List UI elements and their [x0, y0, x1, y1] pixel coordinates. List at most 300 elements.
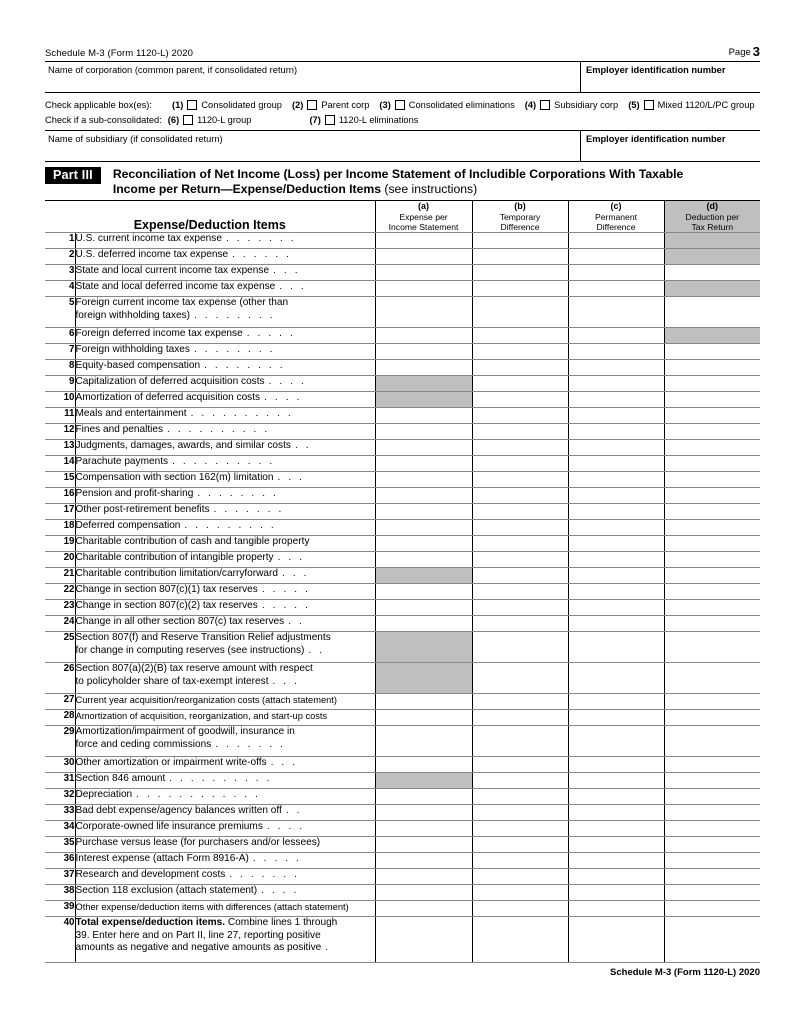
- cell-column-c[interactable]: [568, 805, 664, 821]
- column-desc-d-line1: Deduction per: [685, 212, 739, 222]
- cell-column-d[interactable]: [664, 408, 760, 424]
- row-number: 39: [45, 901, 75, 917]
- cell-column-c[interactable]: [568, 297, 664, 328]
- cell-column-c[interactable]: [568, 265, 664, 281]
- row-description: Parachute payments . . . . . . . . . .: [75, 456, 375, 472]
- row-description: Purchase versus lease (for purchasers and/or lessees): [75, 837, 375, 853]
- table-row: [45, 600, 760, 616]
- row-description: Amortization of acquisition, reorganization, and start-up costs: [75, 710, 375, 726]
- cell-column-a[interactable]: [375, 472, 472, 488]
- cell-column-d[interactable]: [664, 440, 760, 456]
- cell-column-a[interactable]: [375, 297, 472, 328]
- cell-column-c[interactable]: [568, 568, 664, 584]
- checkbox-option-mixed-group[interactable]: [628, 100, 754, 110]
- cell-column-b[interactable]: [472, 853, 568, 869]
- cell-column-b[interactable]: [472, 694, 568, 710]
- check-applicable-boxes-row: [45, 97, 760, 112]
- cell-column-d[interactable]: [664, 901, 760, 917]
- table-row: [45, 773, 760, 789]
- cell-column-b[interactable]: [472, 488, 568, 504]
- cell-column-b[interactable]: [472, 600, 568, 616]
- cell-column-a: [375, 392, 472, 408]
- cell-column-d: [664, 328, 760, 344]
- table-row: [45, 281, 760, 297]
- cell-column-b[interactable]: [472, 408, 568, 424]
- row-number: 16: [45, 488, 75, 504]
- cell-column-a[interactable]: [375, 869, 472, 885]
- row-description: U.S. current income tax expense . . . . . . .: [75, 233, 375, 249]
- checkbox-option-1120l-eliminations[interactable]: [309, 115, 418, 125]
- subsidiary-ein-field[interactable]: [581, 131, 760, 161]
- cell-column-a[interactable]: [375, 901, 472, 917]
- option-number-7: (7): [309, 114, 321, 125]
- cell-column-c[interactable]: [568, 520, 664, 536]
- cell-column-c[interactable]: [568, 472, 664, 488]
- cell-column-c[interactable]: [568, 710, 664, 726]
- cell-column-c[interactable]: [568, 663, 664, 694]
- table-row: [45, 360, 760, 376]
- row-number: 10: [45, 392, 75, 408]
- cell-column-c[interactable]: [568, 773, 664, 789]
- cell-column-d: [664, 249, 760, 265]
- cell-column-d[interactable]: [664, 789, 760, 805]
- cell-column-a[interactable]: [375, 360, 472, 376]
- cell-column-b[interactable]: [472, 344, 568, 360]
- cell-column-c[interactable]: [568, 328, 664, 344]
- cell-column-c[interactable]: [568, 376, 664, 392]
- cell-column-b[interactable]: [472, 616, 568, 632]
- cell-column-a: [375, 568, 472, 584]
- cell-column-c[interactable]: [568, 456, 664, 472]
- checkbox-option-parent-corp[interactable]: [292, 100, 369, 110]
- cell-column-b[interactable]: [472, 726, 568, 757]
- cell-column-c[interactable]: [568, 488, 664, 504]
- cell-column-b[interactable]: [472, 440, 568, 456]
- cell-column-d[interactable]: [664, 344, 760, 360]
- check-sub-consolidated-row: [45, 112, 760, 127]
- cell-column-a[interactable]: [375, 440, 472, 456]
- table-row: [45, 632, 760, 663]
- cell-column-a[interactable]: [375, 710, 472, 726]
- cell-column-b[interactable]: [472, 328, 568, 344]
- cell-column-c[interactable]: [568, 632, 664, 663]
- cell-column-c[interactable]: [568, 424, 664, 440]
- name-of-corporation-field[interactable]: [45, 62, 581, 92]
- corporation-identity-row: [45, 61, 760, 92]
- column-letter-a: (a): [418, 201, 429, 211]
- row-number: 7: [45, 344, 75, 360]
- cell-column-c[interactable]: [568, 901, 664, 917]
- expense-deduction-table: [45, 200, 760, 963]
- cell-column-a[interactable]: [375, 328, 472, 344]
- table-row: [45, 344, 760, 360]
- cell-column-d[interactable]: [664, 504, 760, 520]
- row-description: Change in section 807(c)(1) tax reserves . . . . .: [75, 584, 375, 600]
- name-of-subsidiary-field[interactable]: [45, 131, 581, 161]
- row-description: Amortization/impairment of goodwill, insurance in force and ceding commissions . . . . . . .: [75, 726, 375, 757]
- table-row: [45, 408, 760, 424]
- option-number-2: (2): [291, 99, 304, 110]
- part-title: [113, 167, 760, 196]
- cell-column-b[interactable]: [472, 520, 568, 536]
- row-description: Charitable contribution of intangible property . . .: [75, 552, 375, 568]
- cell-column-b[interactable]: [472, 281, 568, 297]
- checkbox-icon[interactable]: [395, 100, 405, 110]
- row-number: 20: [45, 552, 75, 568]
- cell-column-a[interactable]: [375, 344, 472, 360]
- cell-column-a[interactable]: [375, 885, 472, 901]
- column-desc-b-line2: Difference: [500, 222, 540, 232]
- cell-column-a[interactable]: [375, 726, 472, 757]
- part-number-badge: Part III: [45, 167, 101, 184]
- cell-column-a[interactable]: [375, 504, 472, 520]
- cell-column-c[interactable]: [568, 885, 664, 901]
- cell-column-a[interactable]: [375, 853, 472, 869]
- cell-column-b[interactable]: [472, 710, 568, 726]
- page-indicator: [729, 44, 760, 59]
- cell-column-a[interactable]: [375, 281, 472, 297]
- row-number: 22: [45, 584, 75, 600]
- row-number: 19: [45, 536, 75, 552]
- row-description: U.S. deferred income tax expense . . . . . .: [75, 249, 375, 265]
- cell-column-d[interactable]: [664, 710, 760, 726]
- cell-column-a[interactable]: [375, 408, 472, 424]
- cell-column-d[interactable]: [664, 600, 760, 616]
- cell-column-a[interactable]: [375, 520, 472, 536]
- row-description: Deferred compensation . . . . . . . . .: [75, 520, 375, 536]
- table-row: [45, 456, 760, 472]
- cell-column-b[interactable]: [472, 424, 568, 440]
- row-number: 28: [45, 710, 75, 726]
- cell-column-b[interactable]: [472, 917, 568, 963]
- table-row: [45, 376, 760, 392]
- cell-column-d[interactable]: [664, 917, 760, 963]
- cell-column-c[interactable]: [568, 584, 664, 600]
- cell-column-a[interactable]: [375, 694, 472, 710]
- checkbox-option-consolidated-group[interactable]: [172, 100, 282, 110]
- cell-column-b[interactable]: [472, 757, 568, 773]
- table-row: [45, 552, 760, 568]
- cell-column-a: [375, 663, 472, 694]
- row-description: Total expense/deduction items. Combine lines 1 through 39. Enter here and on Part II, line 27, reporting positive amounts as negative and negative amounts as positive .: [75, 917, 375, 963]
- row-number: 5: [45, 297, 75, 328]
- option-label-5: Mixed 1120/L/PC group: [657, 99, 755, 110]
- table-row: [45, 440, 760, 456]
- cell-column-b[interactable]: [472, 392, 568, 408]
- cell-column-a[interactable]: [375, 456, 472, 472]
- cell-column-d[interactable]: [664, 773, 760, 789]
- option-number-3: (3): [379, 99, 391, 110]
- row-description: Foreign current income tax expense (other than foreign withholding taxes) . . . . . . . .: [75, 297, 375, 328]
- table-row: [45, 488, 760, 504]
- cell-column-d[interactable]: [664, 265, 760, 281]
- row-number: 2: [45, 249, 75, 265]
- row-number: 40: [45, 917, 75, 963]
- option-number-6: (6): [167, 114, 180, 125]
- table-row: [45, 265, 760, 281]
- row-description: Section 807(a)(2)(B) tax reserve amount with respect to policyholder share of tax-exempt interest . . .: [75, 663, 375, 694]
- cell-column-a[interactable]: [375, 917, 472, 963]
- cell-column-a[interactable]: [375, 249, 472, 265]
- row-number: 25: [45, 632, 75, 663]
- table-row: [45, 885, 760, 901]
- table-row: [45, 424, 760, 440]
- table-row: [45, 233, 760, 249]
- name-of-corporation-label: Name of corporation (common parent, if consolidated return): [48, 65, 298, 75]
- row-number: 38: [45, 885, 75, 901]
- cell-column-b[interactable]: [472, 821, 568, 837]
- table-body: [45, 233, 760, 963]
- row-number: 37: [45, 869, 75, 885]
- cell-column-a[interactable]: [375, 424, 472, 440]
- cell-column-d[interactable]: [664, 552, 760, 568]
- row-description: Change in section 807(c)(2) tax reserves . . . . .: [75, 600, 375, 616]
- cell-column-b[interactable]: [472, 297, 568, 328]
- cell-column-d[interactable]: [664, 568, 760, 584]
- row-description: Equity-based compensation . . . . . . . .: [75, 360, 375, 376]
- row-number: 1: [45, 233, 75, 249]
- cell-column-b[interactable]: [472, 265, 568, 281]
- table-row: [45, 869, 760, 885]
- checkbox-icon[interactable]: [325, 115, 335, 125]
- cell-column-b[interactable]: [472, 901, 568, 917]
- cell-column-a[interactable]: [375, 805, 472, 821]
- page-header: [45, 44, 760, 61]
- employer-identification-number-field[interactable]: [581, 62, 760, 92]
- cell-column-c[interactable]: [568, 440, 664, 456]
- table-row: [45, 821, 760, 837]
- checkbox-icon[interactable]: [540, 100, 550, 110]
- cell-column-a: [375, 773, 472, 789]
- cell-column-b[interactable]: [472, 885, 568, 901]
- row-description: Foreign withholding taxes . . . . . . . .: [75, 344, 375, 360]
- page-number: 3: [752, 44, 760, 59]
- option-label-7: 1120-L eliminations: [338, 114, 419, 125]
- row-description: Section 118 exclusion (attach statement) . . . .: [75, 885, 375, 901]
- cell-column-a[interactable]: [375, 600, 472, 616]
- cell-column-c[interactable]: [568, 344, 664, 360]
- checkbox-icon[interactable]: [187, 100, 197, 110]
- cell-column-c[interactable]: [568, 504, 664, 520]
- cell-column-d[interactable]: [664, 616, 760, 632]
- option-label-3: Consolidated eliminations: [408, 99, 515, 110]
- row-description: Other post-retirement benefits . . . . . . .: [75, 504, 375, 520]
- cell-column-b[interactable]: [472, 233, 568, 249]
- cell-column-c[interactable]: [568, 408, 664, 424]
- checkbox-icon[interactable]: [644, 100, 654, 110]
- cell-column-b[interactable]: [472, 789, 568, 805]
- cell-column-c[interactable]: [568, 536, 664, 552]
- cell-column-c[interactable]: [568, 281, 664, 297]
- table-row: [45, 757, 760, 773]
- cell-column-c[interactable]: [568, 757, 664, 773]
- table-row: [45, 249, 760, 265]
- table-row: [45, 789, 760, 805]
- cell-column-c[interactable]: [568, 600, 664, 616]
- cell-column-a[interactable]: [375, 789, 472, 805]
- cell-column-a[interactable]: [375, 552, 472, 568]
- cell-column-d[interactable]: [664, 536, 760, 552]
- cell-column-d[interactable]: [664, 694, 760, 710]
- cell-column-d[interactable]: [664, 472, 760, 488]
- cell-column-d[interactable]: [664, 837, 760, 853]
- cell-column-a[interactable]: [375, 616, 472, 632]
- check-sub-consolidated-label: Check if a sub-consolidated:: [45, 114, 162, 125]
- row-description: Corporate-owned life insurance premiums . . . .: [75, 821, 375, 837]
- cell-column-b[interactable]: [472, 869, 568, 885]
- row-number: 23: [45, 600, 75, 616]
- row-number: 30: [45, 757, 75, 773]
- cell-column-d[interactable]: [664, 424, 760, 440]
- table-row: [45, 536, 760, 552]
- cell-column-a[interactable]: [375, 821, 472, 837]
- cell-column-b[interactable]: [472, 249, 568, 265]
- cell-column-b[interactable]: [472, 536, 568, 552]
- cell-column-c[interactable]: [568, 821, 664, 837]
- table-row: [45, 616, 760, 632]
- cell-column-d[interactable]: [664, 360, 760, 376]
- cell-column-a[interactable]: [375, 233, 472, 249]
- row-number: 33: [45, 805, 75, 821]
- cell-column-d[interactable]: [664, 885, 760, 901]
- cell-column-c[interactable]: [568, 360, 664, 376]
- page-footer: Schedule M-3 (Form 1120-L) 2020: [610, 967, 760, 978]
- cell-column-c[interactable]: [568, 233, 664, 249]
- cell-column-b[interactable]: [472, 805, 568, 821]
- column-letter-d: (d): [706, 201, 718, 211]
- row-description: Charitable contribution limitation/carryforward . . .: [75, 568, 375, 584]
- table-row: [45, 805, 760, 821]
- row-number: 4: [45, 281, 75, 297]
- checkbox-icon[interactable]: [307, 100, 317, 110]
- row-number: 15: [45, 472, 75, 488]
- cell-column-c[interactable]: [568, 869, 664, 885]
- cell-column-d[interactable]: [664, 376, 760, 392]
- row-number: 13: [45, 440, 75, 456]
- table-row: [45, 726, 760, 757]
- cell-column-b[interactable]: [472, 837, 568, 853]
- cell-column-c[interactable]: [568, 789, 664, 805]
- cell-column-b[interactable]: [472, 376, 568, 392]
- table-row: [45, 392, 760, 408]
- cell-column-d[interactable]: [664, 853, 760, 869]
- cell-column-d[interactable]: [664, 632, 760, 663]
- row-description: Other expense/deduction items with differences (attach statement): [75, 901, 375, 917]
- cell-column-d: [664, 281, 760, 297]
- cell-column-c[interactable]: [568, 552, 664, 568]
- column-desc-b-line1: Temporary: [499, 212, 541, 222]
- row-number: 14: [45, 456, 75, 472]
- row-description: Current year acquisition/reorganization costs (attach statement): [75, 694, 375, 710]
- cell-column-c[interactable]: [568, 249, 664, 265]
- cell-column-b[interactable]: [472, 472, 568, 488]
- check-applicable-label: Check applicable box(es):: [45, 99, 152, 110]
- cell-column-d[interactable]: [664, 821, 760, 837]
- cell-column-a[interactable]: [375, 757, 472, 773]
- checkbox-icon[interactable]: [183, 115, 193, 125]
- cell-column-b[interactable]: [472, 504, 568, 520]
- option-number-4: (4): [524, 99, 537, 110]
- column-desc-d-line2: Tax Return: [691, 222, 734, 232]
- cell-column-d[interactable]: [664, 726, 760, 757]
- table-row: [45, 710, 760, 726]
- cell-column-b[interactable]: [472, 568, 568, 584]
- cell-column-b[interactable]: [472, 663, 568, 694]
- cell-column-a[interactable]: [375, 536, 472, 552]
- cell-column-d[interactable]: [664, 488, 760, 504]
- cell-column-a[interactable]: [375, 837, 472, 853]
- table-row: [45, 917, 760, 963]
- cell-column-c[interactable]: [568, 853, 664, 869]
- row-description: Capitalization of deferred acquisition costs . . . .: [75, 376, 375, 392]
- cell-column-d[interactable]: [664, 520, 760, 536]
- cell-column-d[interactable]: [664, 456, 760, 472]
- row-number: 9: [45, 376, 75, 392]
- cell-column-b[interactable]: [472, 584, 568, 600]
- cell-column-b[interactable]: [472, 360, 568, 376]
- row-number: 18: [45, 520, 75, 536]
- cell-column-b[interactable]: [472, 456, 568, 472]
- cell-column-c[interactable]: [568, 837, 664, 853]
- row-description: Amortization of deferred acquisition costs . . . .: [75, 392, 375, 408]
- column-header-c: [568, 201, 664, 233]
- checkbox-option-1120l-group[interactable]: [168, 115, 252, 125]
- column-letter-b: (b): [514, 201, 526, 211]
- page-label: Page: [728, 47, 751, 58]
- cell-column-d[interactable]: [664, 757, 760, 773]
- cell-column-b[interactable]: [472, 773, 568, 789]
- cell-column-d[interactable]: [664, 869, 760, 885]
- cell-column-a[interactable]: [375, 488, 472, 504]
- cell-column-d[interactable]: [664, 392, 760, 408]
- column-desc-a-line1: Expense per: [399, 212, 448, 222]
- cell-column-c[interactable]: [568, 726, 664, 757]
- cell-column-b[interactable]: [472, 552, 568, 568]
- table-row: [45, 328, 760, 344]
- cell-column-c[interactable]: [568, 616, 664, 632]
- checkbox-option-subsidiary-corp[interactable]: [525, 100, 618, 110]
- row-description: Charitable contribution of cash and tangible property: [75, 536, 375, 552]
- cell-column-c[interactable]: [568, 694, 664, 710]
- cell-column-d[interactable]: [664, 297, 760, 328]
- cell-column-d[interactable]: [664, 805, 760, 821]
- option-label-1: Consolidated group: [201, 99, 282, 110]
- column-letter-c: (c): [610, 201, 622, 211]
- table-row: [45, 472, 760, 488]
- row-description: Interest expense (attach Form 8916-A) . . . . .: [75, 853, 375, 869]
- row-description: Section 846 amount . . . . . . . . . .: [75, 773, 375, 789]
- row-number: 24: [45, 616, 75, 632]
- cell-column-c[interactable]: [568, 392, 664, 408]
- cell-column-c[interactable]: [568, 917, 664, 963]
- option-number-1: (1): [171, 99, 184, 110]
- cell-column-b[interactable]: [472, 632, 568, 663]
- row-description: Depreciation . . . . . . . . . . . .: [75, 789, 375, 805]
- row-number: 27: [45, 694, 75, 710]
- row-number: 34: [45, 821, 75, 837]
- cell-column-d[interactable]: [664, 663, 760, 694]
- checkbox-option-consolidated-eliminations[interactable]: [379, 100, 514, 110]
- row-number: 29: [45, 726, 75, 757]
- row-number: 31: [45, 773, 75, 789]
- row-number: 35: [45, 837, 75, 853]
- row-number: 26: [45, 663, 75, 694]
- row-number: 3: [45, 265, 75, 281]
- cell-column-a[interactable]: [375, 584, 472, 600]
- row-description: State and local current income tax expense . . .: [75, 265, 375, 281]
- cell-column-d[interactable]: [664, 584, 760, 600]
- cell-column-a[interactable]: [375, 265, 472, 281]
